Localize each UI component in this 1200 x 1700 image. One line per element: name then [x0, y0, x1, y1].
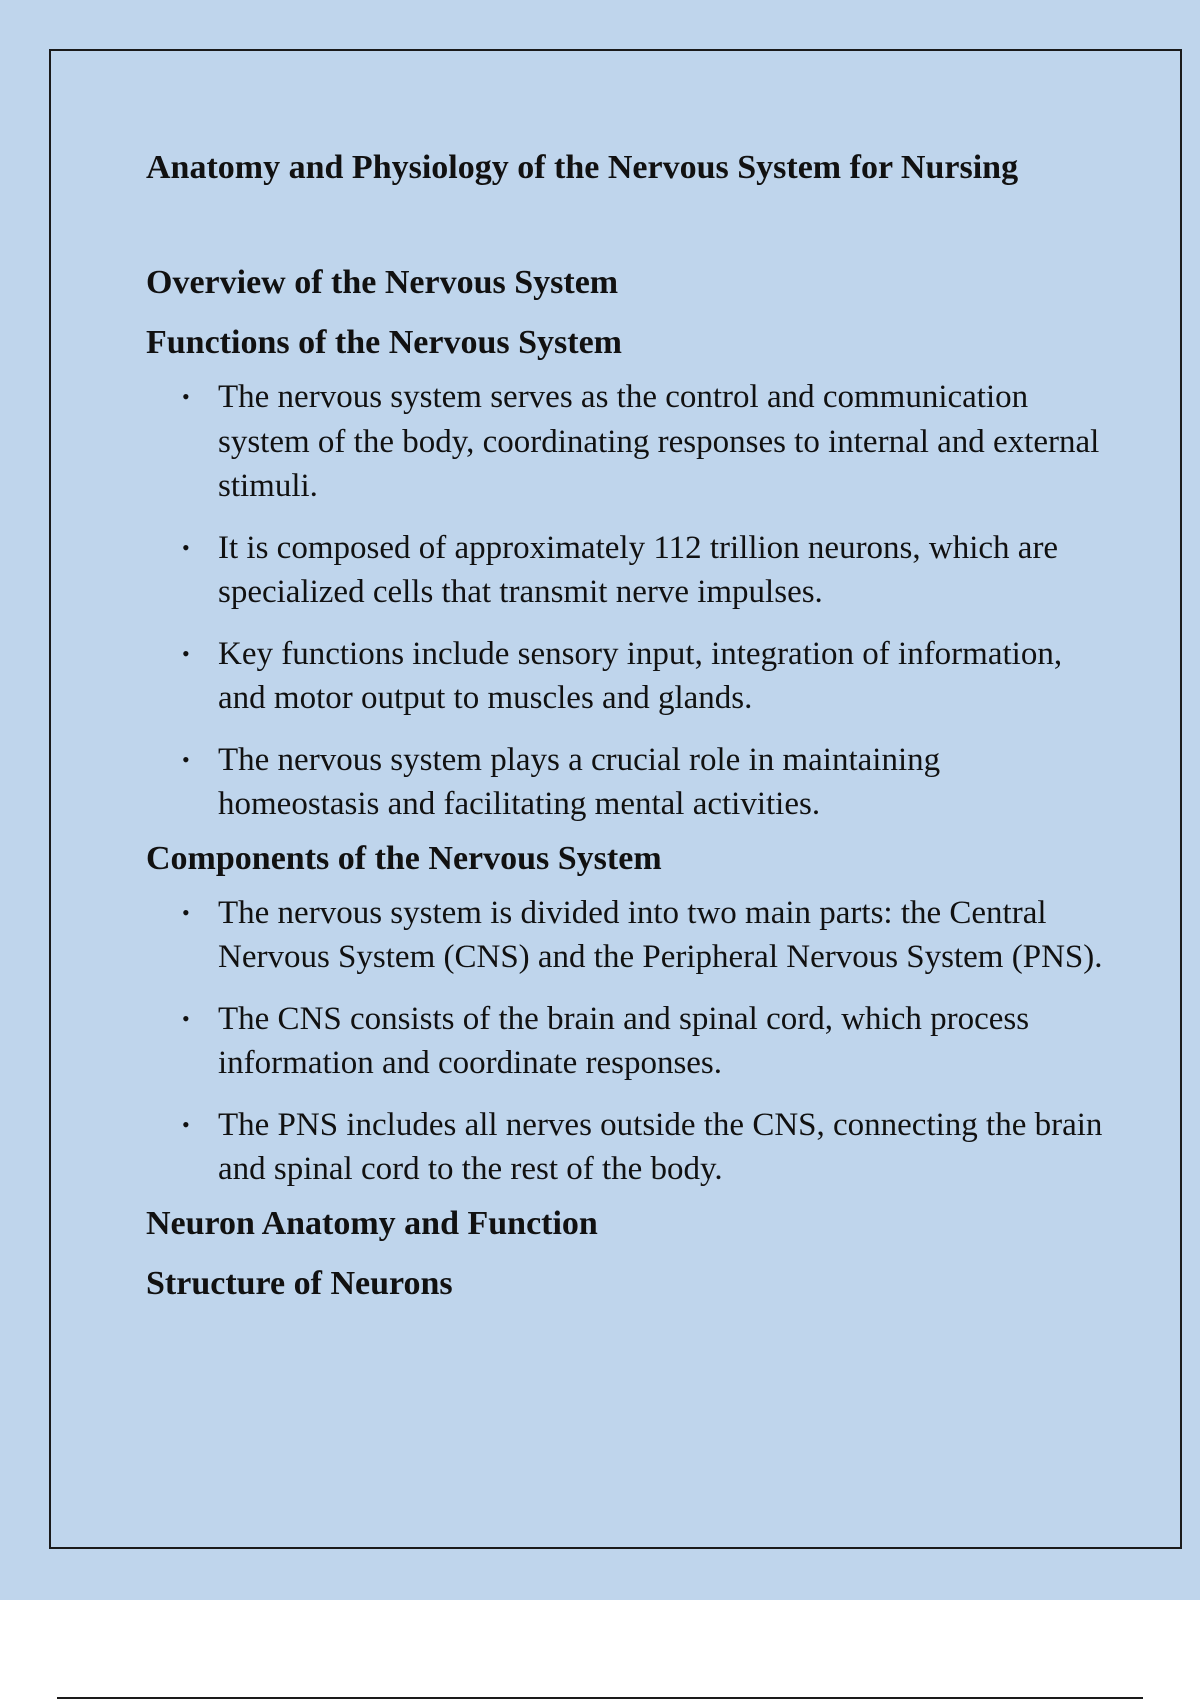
bullet-icon: • — [182, 1005, 190, 1031]
heading-components: Components of the Nervous System — [146, 839, 662, 877]
list-item — [146, 997, 1106, 1086]
bullet-text: The nervous system serves as the control and communication system of the body, coordinating responses to internal and external stimuli. — [218, 379, 1100, 504]
bullet-icon: • — [182, 384, 190, 409]
heading-neuron-anatomy: Neuron Anatomy and Function — [146, 1204, 598, 1242]
bullet-text: The nervous system plays a crucial role in maintaining homeostasis and facilitating mental activities. — [218, 741, 941, 822]
list-item — [146, 891, 1106, 980]
bullet-text: The PNS includes all nerves outside the CNS, connecting the brain and spinal cord to the rest of the body. — [218, 1106, 1103, 1187]
bullet-icon: • — [182, 899, 190, 925]
functions-bullet-list — [146, 375, 1106, 827]
document-title: Anatomy and Physiology of the Nervous System for Nursing — [146, 149, 1019, 186]
bullet-text: Key functions include sensory input, integration of information, and motor output to muscles and glands. — [218, 635, 1063, 716]
bullet-icon: • — [182, 746, 190, 772]
heading-structure-of-neurons: Structure of Neurons — [146, 1264, 453, 1302]
bullet-text: The nervous system is divided into two main parts: the Central Nervous System (CNS) and the Peripheral Nervous System (PNS). — [218, 894, 1103, 975]
list-item — [146, 738, 1106, 827]
list-item — [146, 526, 1106, 615]
list-item — [146, 632, 1106, 721]
components-bullet-list — [146, 891, 1106, 1192]
heading-overview: Overview of the Nervous System — [146, 264, 619, 301]
bullet-icon: • — [182, 640, 190, 666]
bullet-text: The CNS consists of the brain and spinal cord, which process information and coordinate responses. — [218, 1000, 1030, 1081]
bullet-icon: • — [182, 1111, 190, 1137]
footer-divider — [57, 1697, 1143, 1699]
list-item — [146, 1103, 1106, 1192]
list-item — [146, 375, 1106, 509]
bullet-text: It is composed of approximately 112 trillion neurons, which are specialized cells that transmit nerve impulses. — [218, 529, 1059, 610]
heading-functions: Functions of the Nervous System — [146, 324, 622, 361]
bullet-icon: • — [182, 534, 190, 560]
document-body — [146, 138, 1106, 1316]
